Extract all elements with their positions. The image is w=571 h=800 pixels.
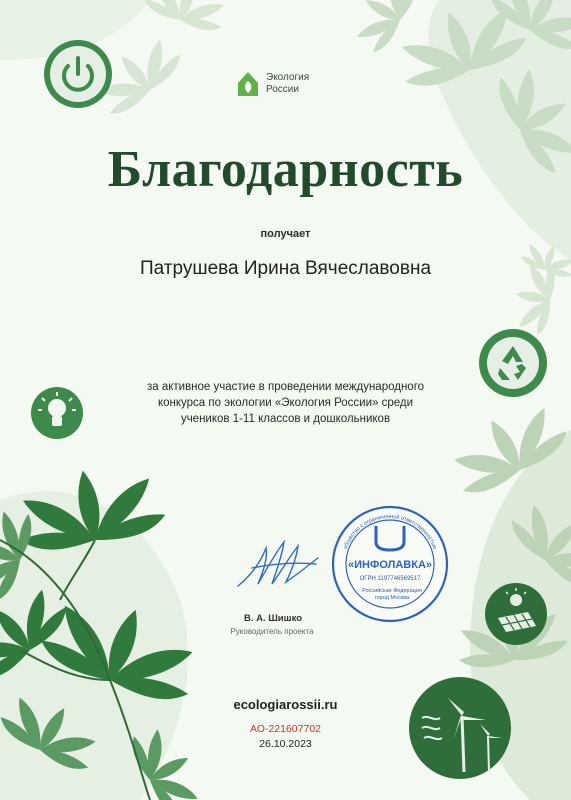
- company-stamp: [330, 504, 450, 624]
- power-icon: [42, 38, 114, 110]
- stamp-line-2: город Москва: [374, 595, 410, 601]
- stamp-arc-text: общество с ограниченной ответственностью: [342, 513, 438, 550]
- signatory-name: В. А. Шишко: [243, 613, 303, 624]
- eco-leaf-logo-icon: [236, 71, 260, 97]
- logo: [236, 66, 346, 102]
- award-description: [0, 379, 571, 427]
- recipient-name: Патрушева Ирина Вячеславовна: [139, 258, 432, 279]
- logo-line-1: Экология: [266, 72, 310, 83]
- logo-text: [266, 72, 309, 96]
- stamp-ogrn: ОГРН 1197746569517: [359, 576, 421, 582]
- website-link[interactable]: ecologiarossii.ru: [233, 697, 338, 712]
- stamp-line-1: Российская Федерация: [362, 588, 422, 594]
- signature-scribble: [232, 534, 324, 596]
- receives-label: получает: [260, 228, 311, 240]
- description-line-1: за активное участие в проведении международного: [146, 381, 425, 393]
- signatory-role: Руководитель проекта: [230, 627, 314, 636]
- issue-date: 26.10.2023: [259, 738, 312, 750]
- description-line-3: учеников 1-11 классов и дошкольников: [180, 413, 391, 425]
- solar-panel-icon: [484, 582, 548, 646]
- stamp-brand: «ИНФОЛАВКА»: [347, 559, 433, 571]
- description-line-2: конкурса по экологии «Экология России» среди: [157, 397, 414, 409]
- logo-line-2: России: [266, 84, 299, 95]
- certificate-title: Благодарность: [107, 141, 464, 198]
- certificate-code: АО-221607702: [250, 723, 321, 735]
